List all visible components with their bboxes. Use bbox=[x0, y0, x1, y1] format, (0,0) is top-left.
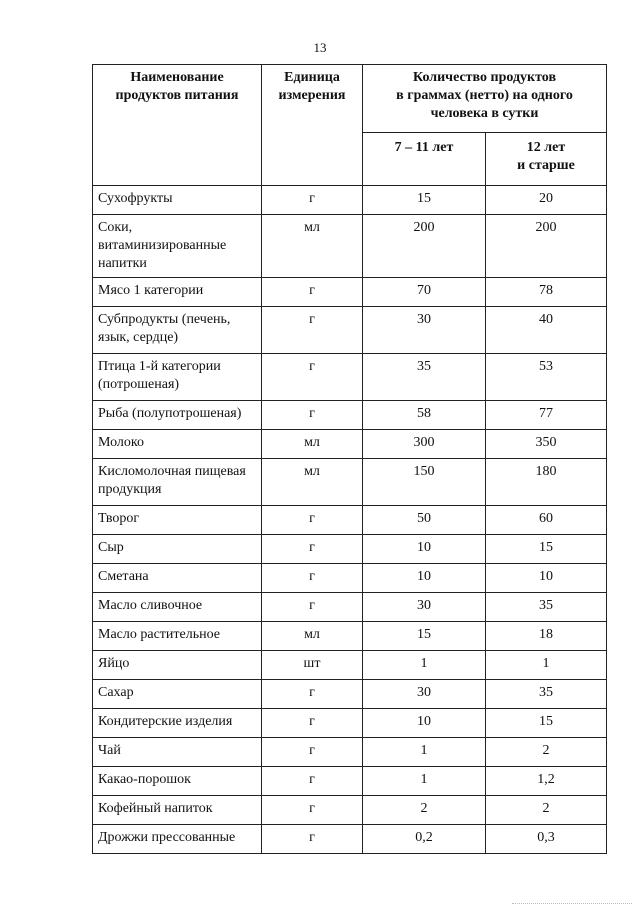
unit-cell: г bbox=[262, 767, 363, 796]
product-name-cell: Соки, витаминизированные напитки bbox=[93, 215, 262, 278]
value-7-11-cell: 15 bbox=[363, 622, 486, 651]
unit-cell: мл bbox=[262, 622, 363, 651]
header-product-name: Наименование продуктов питания bbox=[93, 65, 262, 186]
value-12-plus-cell: 200 bbox=[486, 215, 607, 278]
product-name-cell: Кисломолочная пищевая продукция bbox=[93, 459, 262, 506]
value-7-11-cell: 150 bbox=[363, 459, 486, 506]
table-row bbox=[93, 767, 607, 796]
unit-cell: г bbox=[262, 796, 363, 825]
product-name-cell: Масло растительное bbox=[93, 622, 262, 651]
table-row bbox=[93, 278, 607, 307]
product-name-cell: Масло сливочное bbox=[93, 593, 262, 622]
value-7-11-cell: 1 bbox=[363, 767, 486, 796]
unit-cell: г bbox=[262, 680, 363, 709]
unit-cell: мл bbox=[262, 430, 363, 459]
table-row bbox=[93, 593, 607, 622]
product-name-cell: Мясо 1 категории bbox=[93, 278, 262, 307]
value-12-plus-cell: 1,2 bbox=[486, 767, 607, 796]
value-12-plus-cell: 40 bbox=[486, 307, 607, 354]
unit-cell: мл bbox=[262, 459, 363, 506]
value-12-plus-cell: 10 bbox=[486, 564, 607, 593]
table-row bbox=[93, 622, 607, 651]
unit-cell: г bbox=[262, 278, 363, 307]
value-12-plus-cell: 180 bbox=[486, 459, 607, 506]
value-7-11-cell: 300 bbox=[363, 430, 486, 459]
unit-cell: г bbox=[262, 709, 363, 738]
unit-cell: г bbox=[262, 593, 363, 622]
value-12-plus-cell: 2 bbox=[486, 738, 607, 767]
food-norms-table bbox=[92, 64, 607, 854]
product-name-cell: Творог bbox=[93, 506, 262, 535]
value-7-11-cell: 200 bbox=[363, 215, 486, 278]
table-row bbox=[93, 535, 607, 564]
table-row bbox=[93, 354, 607, 401]
value-12-plus-cell: 20 bbox=[486, 186, 607, 215]
header-age-12-plus: 12 лет и старше bbox=[486, 133, 607, 186]
header-quantity: Количество продуктов в граммах (нетто) на одного человека в сутки bbox=[363, 65, 607, 133]
value-7-11-cell: 2 bbox=[363, 796, 486, 825]
product-name-cell: Сметана bbox=[93, 564, 262, 593]
value-12-plus-cell: 0,3 bbox=[486, 825, 607, 854]
unit-cell: г bbox=[262, 506, 363, 535]
unit-cell: шт bbox=[262, 651, 363, 680]
product-name-cell: Кондитерские изделия bbox=[93, 709, 262, 738]
value-7-11-cell: 50 bbox=[363, 506, 486, 535]
value-12-plus-cell: 78 bbox=[486, 278, 607, 307]
value-7-11-cell: 30 bbox=[363, 680, 486, 709]
table-row bbox=[93, 709, 607, 738]
value-7-11-cell: 58 bbox=[363, 401, 486, 430]
value-7-11-cell: 30 bbox=[363, 593, 486, 622]
value-7-11-cell: 15 bbox=[363, 186, 486, 215]
product-name-cell: Чай bbox=[93, 738, 262, 767]
table-row bbox=[93, 651, 607, 680]
product-name-cell: Сухофрукты bbox=[93, 186, 262, 215]
value-7-11-cell: 30 bbox=[363, 307, 486, 354]
unit-cell: г bbox=[262, 186, 363, 215]
unit-cell: г bbox=[262, 535, 363, 564]
product-name-cell: Молоко bbox=[93, 430, 262, 459]
table-row bbox=[93, 307, 607, 354]
table-row bbox=[93, 564, 607, 593]
table-row bbox=[93, 680, 607, 709]
page-number: 13 bbox=[313, 40, 327, 55]
value-12-plus-cell: 18 bbox=[486, 622, 607, 651]
value-12-plus-cell: 2 bbox=[486, 796, 607, 825]
product-name-cell: Дрожжи прессованные bbox=[93, 825, 262, 854]
product-name-cell: Яйцо bbox=[93, 651, 262, 680]
value-12-plus-cell: 53 bbox=[486, 354, 607, 401]
value-7-11-cell: 10 bbox=[363, 535, 486, 564]
value-7-11-cell: 10 bbox=[363, 564, 486, 593]
table-row bbox=[93, 506, 607, 535]
value-12-plus-cell: 35 bbox=[486, 680, 607, 709]
unit-cell: мл bbox=[262, 215, 363, 278]
unit-cell: г bbox=[262, 825, 363, 854]
value-7-11-cell: 10 bbox=[363, 709, 486, 738]
header-unit: Единица измерения bbox=[262, 65, 363, 186]
value-12-plus-cell: 1 bbox=[486, 651, 607, 680]
unit-cell: г bbox=[262, 307, 363, 354]
unit-cell: г bbox=[262, 564, 363, 593]
product-name-cell: Сыр bbox=[93, 535, 262, 564]
value-7-11-cell: 70 bbox=[363, 278, 486, 307]
table-row bbox=[93, 796, 607, 825]
table-row bbox=[93, 459, 607, 506]
table-row bbox=[93, 430, 607, 459]
unit-cell: г bbox=[262, 738, 363, 767]
table-row bbox=[93, 186, 607, 215]
value-7-11-cell: 35 bbox=[363, 354, 486, 401]
product-name-cell: Птица 1-й категории (потрошеная) bbox=[93, 354, 262, 401]
product-name-cell: Какао-порошок bbox=[93, 767, 262, 796]
value-12-plus-cell: 15 bbox=[486, 709, 607, 738]
value-7-11-cell: 1 bbox=[363, 738, 486, 767]
scan-artifact-line bbox=[512, 903, 632, 905]
unit-cell: г bbox=[262, 401, 363, 430]
value-12-plus-cell: 60 bbox=[486, 506, 607, 535]
product-name-cell: Сахар bbox=[93, 680, 262, 709]
value-12-plus-cell: 350 bbox=[486, 430, 607, 459]
product-name-cell: Субпродукты (печень, язык, сердце) bbox=[93, 307, 262, 354]
value-12-plus-cell: 15 bbox=[486, 535, 607, 564]
value-7-11-cell: 1 bbox=[363, 651, 486, 680]
value-7-11-cell: 0,2 bbox=[363, 825, 486, 854]
table-row bbox=[93, 215, 607, 278]
table-row bbox=[93, 825, 607, 854]
value-12-plus-cell: 35 bbox=[486, 593, 607, 622]
header-age-7-11: 7 – 11 лет bbox=[363, 133, 486, 186]
product-name-cell: Рыба (полупотрошеная) bbox=[93, 401, 262, 430]
table-row bbox=[93, 401, 607, 430]
product-name-cell: Кофейный напиток bbox=[93, 796, 262, 825]
unit-cell: г bbox=[262, 354, 363, 401]
value-12-plus-cell: 77 bbox=[486, 401, 607, 430]
table-row bbox=[93, 738, 607, 767]
